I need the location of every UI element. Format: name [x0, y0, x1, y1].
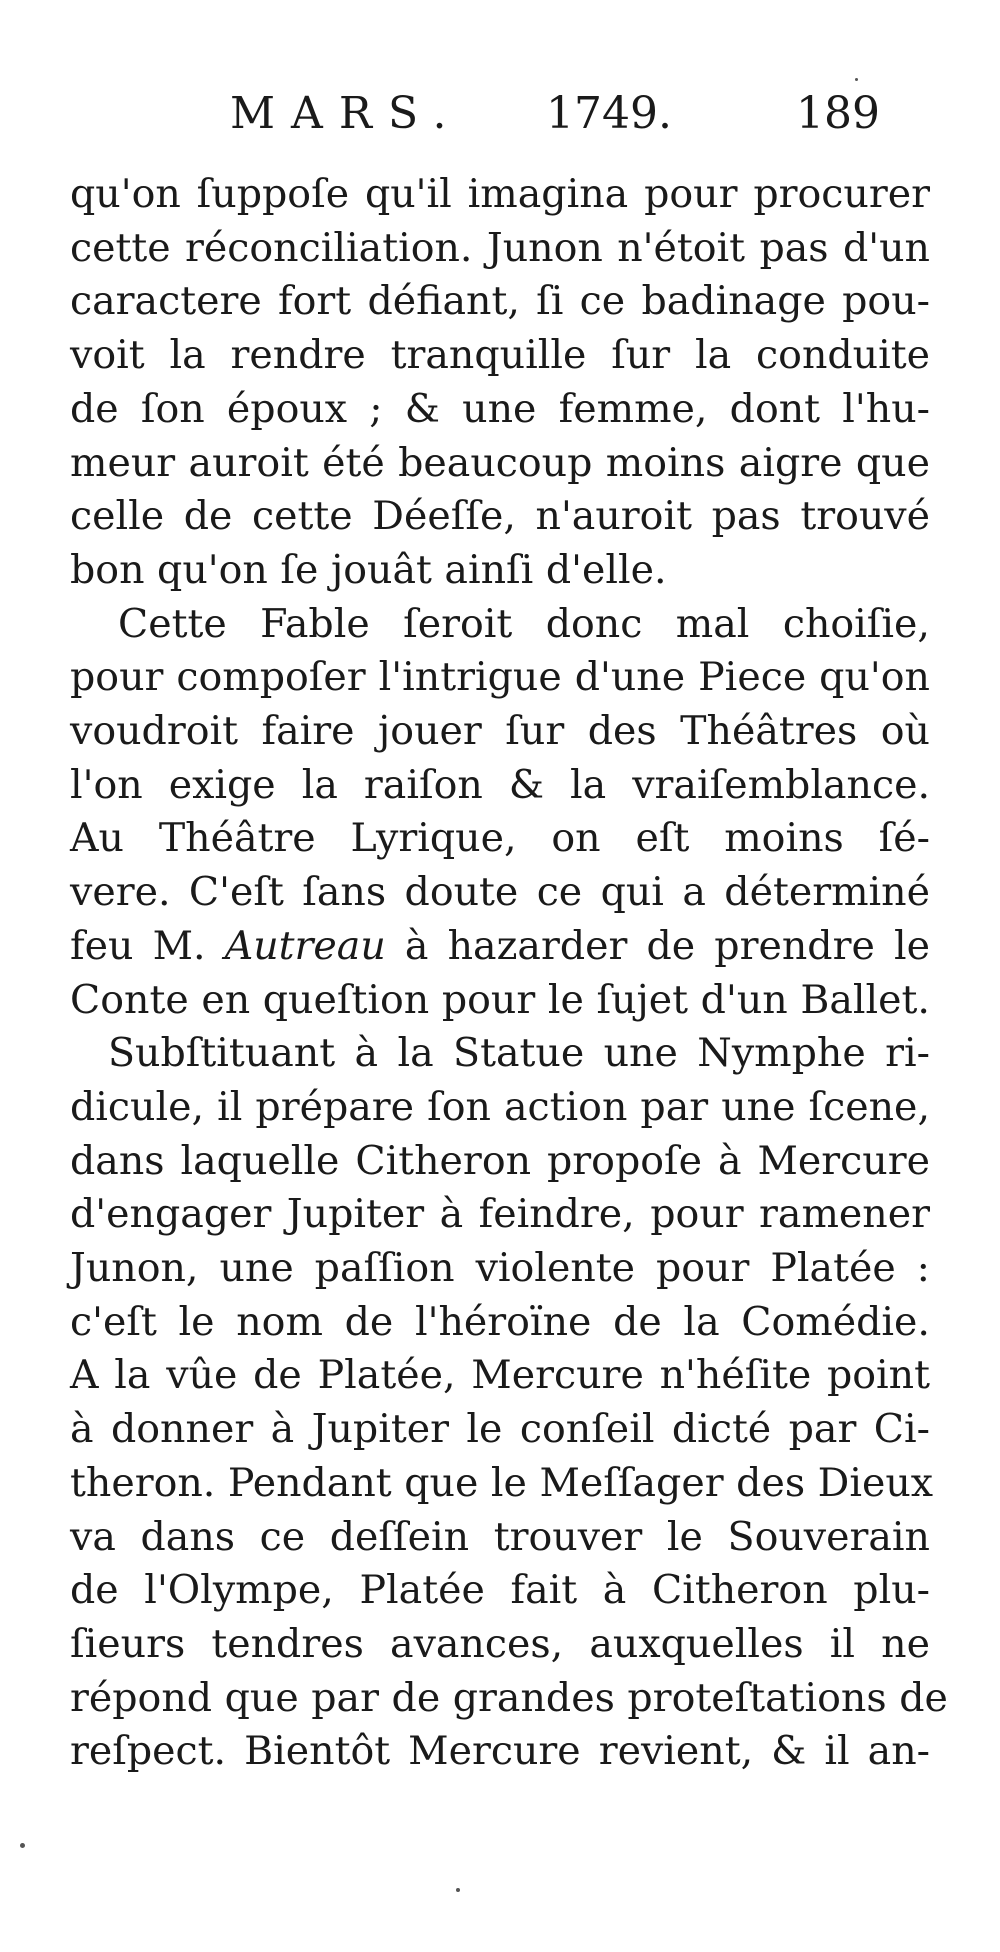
text-line: feu M. Autreau à hazarder de prendre le [70, 922, 930, 969]
text-line: cette réconciliation. Junon n'étoit pas d'un [70, 224, 930, 271]
text-line: celle de cette Déeſſe, n'auroit pas trouvé [70, 493, 930, 540]
paper-speck [855, 78, 858, 81]
text-line: va dans ce deſſein trouver le Souverain [70, 1513, 930, 1560]
text-line: dans laquelle Citheron propoſe à Mercure [70, 1137, 930, 1184]
text-line: caractere fort défiant, ſi ce badinage pou- [70, 278, 930, 325]
text-line: Cette Fable ſeroit donc mal choiſie, [118, 600, 930, 647]
text-line: c'eſt le nom de l'héroïne de la Comédie. [70, 1298, 930, 1345]
text-line: voit la rendre tranquille ſur la conduite [70, 332, 930, 379]
text-line: voudroit faire jouer ſur des Théâtres où [70, 708, 930, 755]
text-line: qu'on ſuppoſe qu'il imagina pour procurer [70, 171, 930, 217]
text-line: theron. Pendant que le Meſſager des Dieux [70, 1459, 934, 1506]
text-line: ſieurs tendres avances, auxquelles il ne [70, 1620, 930, 1667]
text-line: répond que par de grandes proteſtations de [70, 1674, 948, 1721]
header-year: 1749. [546, 88, 672, 139]
text-line: dicule, il prépare ſon action par une ſcene, [70, 1083, 930, 1130]
text-line: à donner à Jupiter le conſeil dicté par Ci- [70, 1406, 930, 1453]
text-line: de l'Olympe, Platée fait à Citheron plu- [70, 1567, 930, 1614]
header-month: MARS. [230, 88, 463, 139]
body-text [70, 168, 948, 1779]
text-line: Junon, une paſſion violente pour Platée : [70, 1245, 930, 1292]
text-line: Au Théâtre Lyrique, on eſt moins ſé- [70, 815, 930, 862]
paper-speck [456, 1888, 460, 1892]
text-line: Conte en queſtion pour le ſujet d'un Ballet. [70, 976, 930, 1023]
text-line: Subſtituant à la Statue une Nymphe ri- [108, 1030, 930, 1077]
page-number: 189 [796, 88, 880, 139]
text-line: de ſon époux ; & une femme, dont l'hu- [70, 385, 930, 432]
running-header [230, 88, 880, 148]
text-line: bon qu'on ſe jouât ainſi d'elle. [70, 546, 667, 593]
text-line: d'engager Jupiter à feindre, pour ramener [70, 1191, 930, 1238]
text-line: vere. C'eſt ſans doute ce qui a déterminé [70, 869, 930, 916]
text-line: meur auroit été beaucoup moins aigre que [70, 439, 930, 486]
text-line: l'on exige la raiſon & la vraiſemblance. [70, 761, 930, 808]
text-line: A la vûe de Platée, Mercure n'héſite point [70, 1352, 930, 1399]
author-name: Autreau [224, 922, 386, 969]
paper-speck [20, 1843, 25, 1848]
text-line: pour compoſer l'intrigue d'une Piece qu'on [70, 654, 930, 701]
text-line: reſpect. Bientôt Mercure revient, & il an- [70, 1728, 930, 1775]
